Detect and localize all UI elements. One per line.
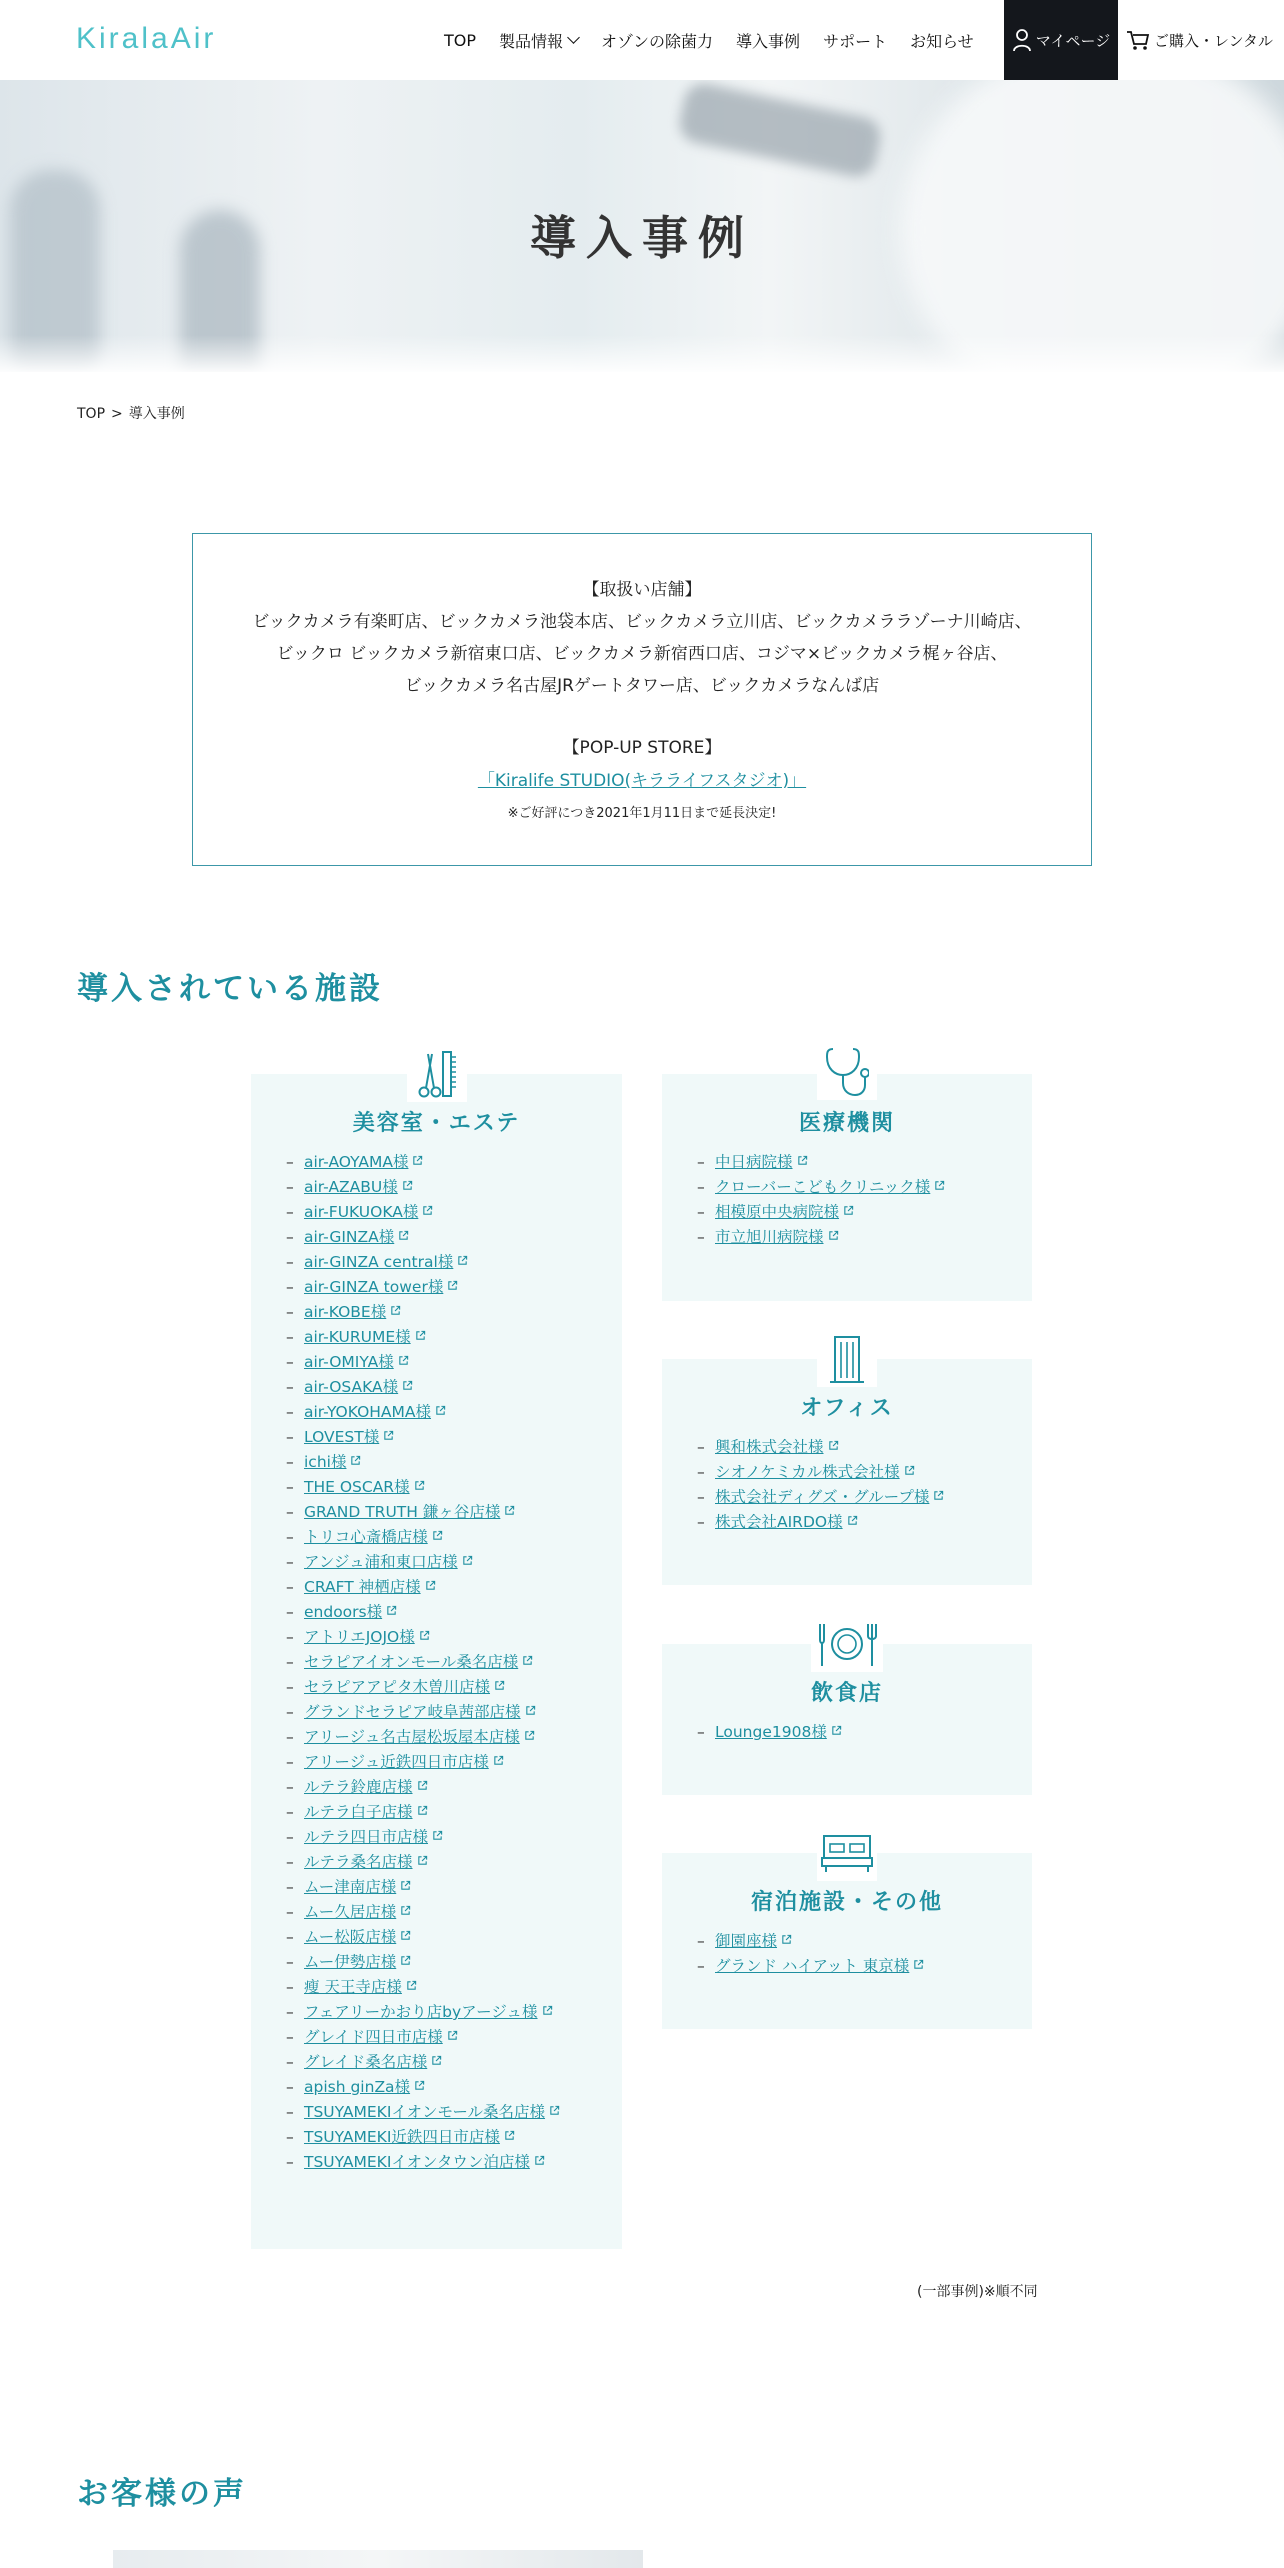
facility-link[interactable]: 御園座様: [715, 1932, 778, 1950]
facility-list-item: [286, 1325, 622, 1350]
facility-list-item: [286, 1500, 622, 1525]
facility-link[interactable]: GRAND TRUTH 鎌ヶ谷店様: [304, 1503, 501, 1521]
facility-link[interactable]: ムー久居店様: [304, 1903, 397, 1921]
external-link-icon: [435, 1405, 446, 1416]
beauty-list: [286, 1150, 622, 2175]
external-link-icon: [934, 1180, 945, 1191]
facility-list-item: [286, 1725, 622, 1750]
facilities-footnote: (一部事例)※順不同: [917, 2284, 1038, 2300]
nav-ozone-label[interactable]: オゾンの除菌力: [601, 31, 714, 51]
facility-link[interactable]: アンジュ浦和東口店様: [304, 1553, 458, 1571]
facility-list-item: [286, 1900, 622, 1925]
external-link-icon: [462, 1555, 473, 1566]
facility-list-item: [286, 1800, 622, 1825]
external-link-icon: [432, 1830, 443, 1841]
facility-link[interactable]: endoors様: [304, 1603, 383, 1621]
office-list: [697, 1435, 1032, 1535]
facility-list-item: [286, 2150, 622, 2175]
facility-link[interactable]: セラピアアピタ木曽川店様: [304, 1678, 491, 1696]
facility-link[interactable]: フェアリーかおり店byアージュ様: [304, 2003, 538, 2021]
external-link-icon: [419, 1630, 430, 1641]
facility-link[interactable]: 株式会社ディグズ・グループ様: [715, 1488, 930, 1506]
user-icon: [1012, 28, 1032, 52]
facility-list-item: [286, 1575, 622, 1600]
facility-list-item: [697, 1460, 1032, 1485]
external-link-icon: [904, 1465, 915, 1476]
external-link-icon: [417, 1780, 428, 1791]
facility-link[interactable]: 中日病院様: [715, 1153, 793, 1171]
facility-list-item: [286, 2125, 622, 2150]
external-link-icon: [493, 1755, 504, 1766]
facility-list-item: [286, 1625, 622, 1650]
external-link-icon: [398, 1355, 409, 1366]
page-title: 導入事例: [530, 211, 754, 265]
external-link-icon: [414, 2080, 425, 2091]
card-beauty: [251, 1074, 622, 2249]
external-link-icon: [504, 2130, 515, 2141]
cart-icon: [1126, 29, 1150, 51]
facility-link[interactable]: air-GINZA central様: [304, 1253, 454, 1271]
facility-link[interactable]: 相模原中央病院様: [715, 1203, 840, 1221]
popup-store-link[interactable]: 「Kiralife STUDIO(キラライフスタジオ)」: [477, 771, 807, 791]
facility-link[interactable]: ルテラ四日市店様: [304, 1828, 429, 1846]
nav-cases-label[interactable]: 導入事例: [736, 31, 801, 51]
logo[interactable]: KiralaAir: [76, 22, 217, 55]
external-link-icon: [350, 1455, 361, 1466]
facility-link[interactable]: air-OSAKA様: [304, 1378, 399, 1396]
stores-line: ビックカメラ名古屋JRゲートタワー店、ビックカメラなんば店: [404, 676, 880, 696]
external-link-icon: [412, 1155, 423, 1166]
facility-list-item: [286, 1600, 622, 1625]
breadcrumb-current: 導入事例: [128, 406, 185, 422]
facility-list-item: [286, 1525, 622, 1550]
external-link-icon: [398, 1230, 409, 1241]
external-link-icon: [406, 1980, 417, 1991]
facility-link[interactable]: THE OSCAR様: [304, 1478, 410, 1496]
external-link-icon: [400, 1955, 411, 1966]
facility-list-item: [697, 1720, 1032, 1745]
card-office: [662, 1359, 1032, 1585]
card-restaurant: [662, 1644, 1032, 1795]
facility-list-item: [286, 1950, 622, 1975]
facility-link[interactable]: グランドセラピア岐阜茜部店様: [304, 1703, 521, 1721]
facility-list-item: [286, 1675, 622, 1700]
facility-link[interactable]: 株式会社AIRDO様: [715, 1513, 843, 1531]
external-link-icon: [414, 1480, 425, 1491]
facility-list-item: [286, 1175, 622, 1200]
facility-link[interactable]: 興和株式会社様: [715, 1438, 824, 1456]
voice-image: [113, 2550, 643, 2568]
facility-list-item: [286, 1475, 622, 1500]
facility-list-item: [286, 1875, 622, 1900]
facility-list-item: [286, 2100, 622, 2125]
external-link-icon: [797, 1155, 808, 1166]
facility-list-item: [286, 1425, 622, 1450]
external-link-icon: [400, 1880, 411, 1891]
external-link-icon: [383, 1430, 394, 1441]
external-link-icon: [402, 1380, 413, 1391]
facility-link[interactable]: air-KURUME様: [304, 1328, 411, 1346]
facility-link[interactable]: air-YOKOHAMA様: [304, 1403, 432, 1421]
nav-cases[interactable]: [736, 29, 800, 52]
buy-rental-button[interactable]: [1126, 0, 1284, 80]
external-link-icon: [457, 1255, 468, 1266]
facility-link[interactable]: 瘦 天王寺店様: [304, 1978, 402, 1996]
facility-link[interactable]: トリコ心斎橋店様: [304, 1528, 428, 1546]
facility-link[interactable]: 市立旭川病院様: [715, 1228, 824, 1246]
facility-list-item: [697, 1150, 1032, 1175]
external-link-icon: [447, 2030, 458, 2041]
restaurant-list: [697, 1720, 1032, 1745]
nav-support[interactable]: [823, 29, 887, 52]
hero-banner: [0, 80, 1284, 372]
facility-list-item: [286, 1200, 622, 1225]
facility-link[interactable]: TSUYAMEKI近鉄四日市店様: [304, 2128, 500, 2146]
external-link-icon: [422, 1205, 433, 1216]
card-beauty-title: 美容室・エステ: [352, 1111, 521, 1136]
facility-list-item: [286, 1825, 622, 1850]
site-header: [0, 0, 1284, 80]
external-link-icon: [828, 1230, 839, 1241]
external-link-icon: [390, 1305, 401, 1316]
card-hotel-title: 宿泊施設・その他: [750, 1890, 943, 1915]
facility-link[interactable]: air-AZABU様: [304, 1178, 398, 1196]
external-link-icon: [402, 1180, 413, 1191]
facility-link[interactable]: セラピアイオンモール桑名店様: [304, 1653, 519, 1671]
facility-link[interactable]: ルテラ白子店様: [304, 1803, 413, 1821]
facility-list-item: [286, 1350, 622, 1375]
breadcrumb: [77, 403, 191, 423]
facility-list-item: [697, 1225, 1032, 1250]
popup-note: ※ご好評につき2021年1月11日まで延長決定!: [507, 806, 777, 821]
facility-list-item: [697, 1929, 1032, 1954]
facility-link[interactable]: ムー松阪店様: [304, 1928, 397, 1946]
hero-tablet: [676, 80, 884, 180]
external-link-icon: [432, 1530, 443, 1541]
facility-list-item: [286, 1450, 622, 1475]
facility-link[interactable]: TSUYAMEKIイオンタウン泊店様: [304, 2153, 530, 2171]
card-office-title: オフィス: [800, 1396, 894, 1421]
stethoscope-icon: [817, 1044, 877, 1100]
facility-list-item: [286, 2000, 622, 2025]
facility-link[interactable]: air-KOBE様: [304, 1303, 387, 1321]
voices-title: お客様の声: [77, 2476, 247, 2512]
facility-link[interactable]: air-GINZA様: [304, 1228, 395, 1246]
facility-list-item: [286, 1375, 622, 1400]
building-icon: [817, 1331, 877, 1387]
facility-link[interactable]: LOVEST様: [304, 1428, 380, 1446]
facility-list-item: [286, 1925, 622, 1950]
external-link-icon: [847, 1515, 858, 1526]
facility-link[interactable]: ムー伊勢店様: [304, 1953, 397, 1971]
facility-list-item: [697, 1954, 1032, 1979]
facility-list-item: [286, 2050, 622, 2075]
facility-list-item: [286, 2025, 622, 2050]
external-link-icon: [417, 1855, 428, 1866]
chevron-down-icon[interactable]: [567, 31, 580, 44]
nav-top[interactable]: [444, 31, 476, 50]
external-link-icon: [933, 1490, 944, 1501]
facility-link[interactable]: Lounge1908様: [715, 1723, 827, 1741]
facility-link[interactable]: シオノケミカル株式会社様: [715, 1463, 900, 1481]
facility-link[interactable]: アリージュ近鉄四日市店様: [304, 1753, 489, 1771]
facility-list-item: [286, 1225, 622, 1250]
facility-list-item: [286, 1275, 622, 1300]
card-hotel: [662, 1853, 1032, 2029]
facility-link[interactable]: グレイド四日市店様: [304, 2028, 443, 2046]
facility-link[interactable]: ichi様: [304, 1453, 347, 1471]
nav-top-label[interactable]: TOP: [444, 30, 477, 50]
facility-link[interactable]: アリージュ名古屋松坂屋本店様: [304, 1728, 520, 1746]
external-link-icon: [447, 1280, 458, 1291]
facilities-title: 導入されている施設: [77, 971, 383, 1007]
external-link-icon: [828, 1440, 839, 1451]
facility-link[interactable]: air-GINZA tower様: [304, 1278, 444, 1296]
stores-heading: 【取扱い店舗】: [582, 580, 702, 600]
external-link-icon: [534, 2155, 545, 2166]
external-link-icon: [504, 1505, 515, 1516]
external-link-icon: [524, 1730, 535, 1741]
external-link-icon: [400, 1905, 411, 1916]
mypage-button[interactable]: [1004, 0, 1118, 80]
facility-list-item: [286, 1700, 622, 1725]
facility-link[interactable]: ムー津南店様: [304, 1878, 397, 1896]
facility-link[interactable]: アトリエJOJO様: [304, 1628, 415, 1646]
external-link-icon: [549, 2105, 560, 2116]
card-restaurant-title: 飲食店: [810, 1681, 883, 1706]
facility-list-item: [286, 1550, 622, 1575]
facility-list-item: [697, 1485, 1032, 1510]
hero-fade: [0, 335, 1284, 372]
external-link-icon: [425, 1580, 436, 1591]
external-link-icon: [415, 1330, 426, 1341]
external-link-icon: [781, 1934, 792, 1945]
nav-news[interactable]: [910, 29, 974, 52]
card-medical-title: 医療機関: [798, 1111, 895, 1136]
facility-list-item: [286, 1975, 622, 2000]
facility-list-item: [286, 1150, 622, 1175]
stores-box: [192, 533, 1092, 866]
stores-line: ビックカメラ有楽町店、ビックカメラ池袋本店、ビックカメラ立川店、ビックカメララゾーナ川崎店、: [252, 612, 1032, 632]
external-link-icon: [400, 1930, 411, 1941]
nav-ozone[interactable]: [601, 29, 713, 52]
facility-link[interactable]: グランド ハイアット 東京様: [715, 1957, 910, 1975]
bed-icon: [817, 1825, 877, 1881]
facility-link[interactable]: air-AOYAMA様: [304, 1153, 409, 1171]
external-link-icon: [417, 1805, 428, 1816]
facility-list-item: [697, 1510, 1032, 1535]
facility-list-item: [697, 1175, 1032, 1200]
facility-list-item: [286, 1250, 622, 1275]
scissors-comb-icon: [407, 1046, 467, 1102]
facility-link[interactable]: air-OMIYA様: [304, 1353, 394, 1371]
facility-link[interactable]: apish ginZa様: [304, 2078, 411, 2096]
external-link-icon: [525, 1705, 536, 1716]
breadcrumb-separator: >: [111, 406, 123, 422]
nav-news-label[interactable]: お知らせ: [910, 31, 974, 51]
external-link-icon: [494, 1680, 505, 1691]
external-link-icon: [386, 1605, 397, 1616]
facility-link[interactable]: ルテラ鈴鹿店様: [304, 1778, 413, 1796]
mypage-label[interactable]: マイページ: [1035, 31, 1111, 50]
facility-list-item: [286, 1775, 622, 1800]
nav-products[interactable]: [499, 29, 578, 52]
facility-list-item: [697, 1435, 1032, 1460]
external-link-icon: [831, 1725, 842, 1736]
facility-link[interactable]: ルテラ桑名店様: [304, 1853, 413, 1871]
facility-list-item: [286, 1750, 622, 1775]
breadcrumb-home[interactable]: TOP: [77, 406, 106, 422]
facility-list-item: [697, 1200, 1032, 1225]
stores-line: ビックロ ビックカメラ新宿東口店、ビックカメラ新宿西口店、コジマ×ビックカメラ梶ヶ谷店、: [276, 644, 1008, 664]
external-link-icon: [913, 1959, 924, 1970]
facility-list-item: [286, 1650, 622, 1675]
facility-list-item: [286, 1850, 622, 1875]
facility-list-item: [286, 2075, 622, 2100]
facility-link[interactable]: TSUYAMEKIイオンモール桑名店様: [304, 2103, 546, 2121]
facility-list-item: [286, 1300, 622, 1325]
external-link-icon: [843, 1205, 854, 1216]
hotel-list: [697, 1929, 1032, 1979]
card-medical: [662, 1074, 1032, 1301]
medical-list: [697, 1150, 1032, 1250]
popup-heading: 【POP-UP STORE】: [562, 738, 722, 758]
nav-support-label[interactable]: サポート: [823, 31, 888, 51]
facility-link[interactable]: air-FUKUOKA様: [304, 1203, 419, 1221]
buy-rental-label[interactable]: ご購入・レンタル: [1154, 31, 1274, 50]
external-link-icon: [522, 1655, 533, 1666]
facility-link[interactable]: グレイド桑名店様: [304, 2053, 428, 2071]
plate-cutlery-icon: [811, 1616, 883, 1672]
facility-link[interactable]: CRAFT 神栖店様: [304, 1578, 421, 1596]
external-link-icon: [431, 2055, 442, 2066]
facility-list-item: [286, 1400, 622, 1425]
facility-link[interactable]: クローバーこどもクリニック様: [715, 1178, 931, 1196]
external-link-icon: [542, 2005, 553, 2016]
nav-products-label[interactable]: 製品情報: [499, 31, 564, 51]
main-nav: [444, 0, 997, 80]
